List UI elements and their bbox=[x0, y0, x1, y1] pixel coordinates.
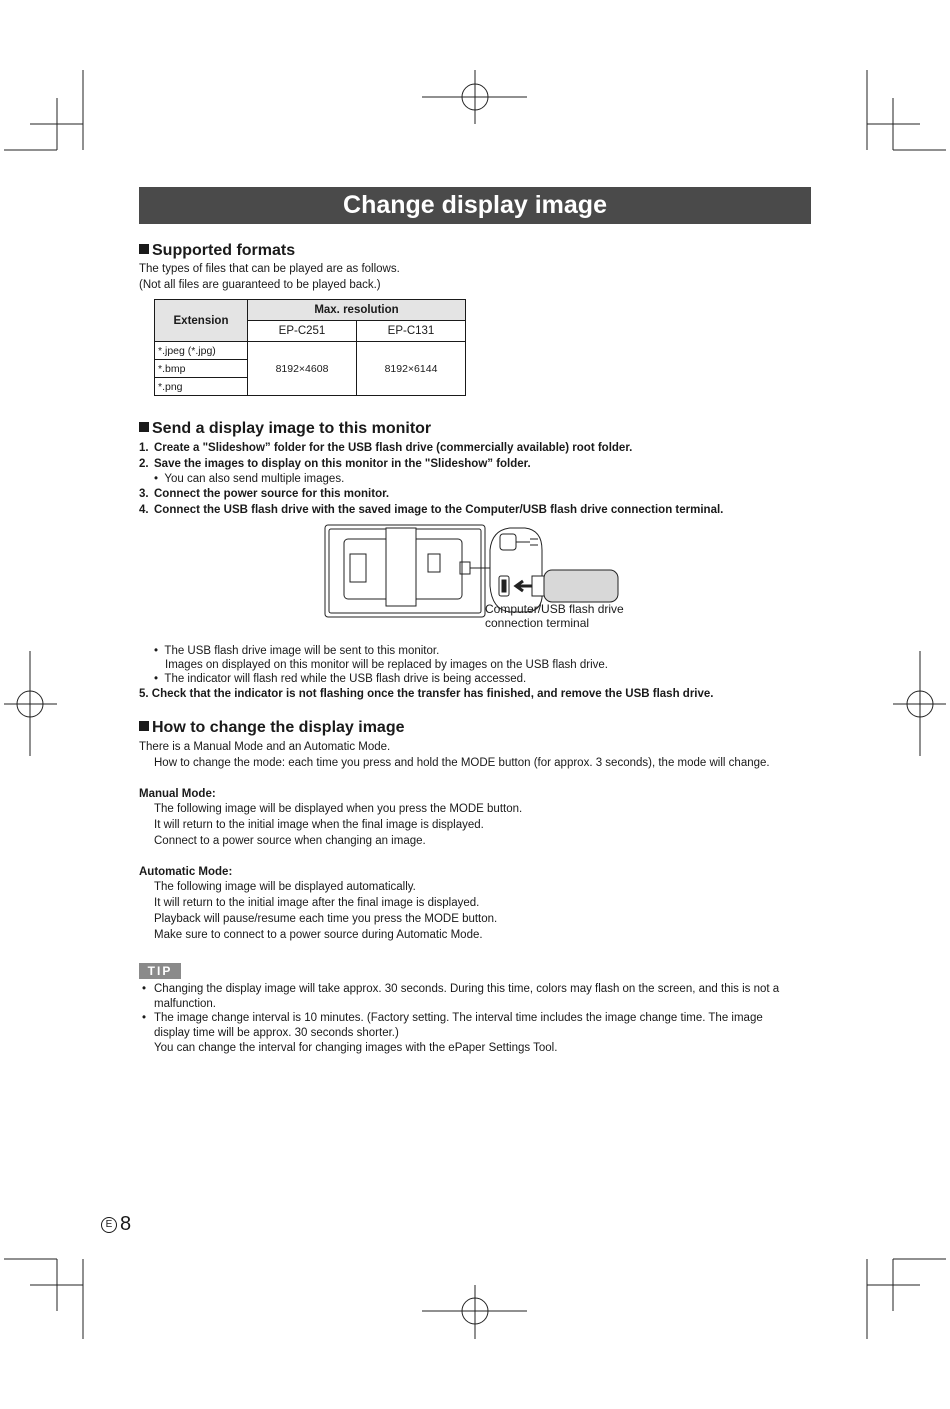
supported-line-1: The types of files that can be played are as follows. bbox=[139, 263, 400, 275]
tip-2a: The image change interval is 10 minutes. (Factory setting. The interval time includes the image change time. The image bbox=[154, 1012, 763, 1024]
tip-badge: TIP bbox=[139, 963, 181, 979]
ext-jpeg: *.jpeg (*.jpg) bbox=[155, 342, 248, 360]
figure-label-line-1: Computer/USB flash drive bbox=[485, 602, 624, 616]
tip-bullet-1: • bbox=[142, 983, 147, 995]
page-number: E 8 bbox=[101, 1213, 131, 1236]
step-2: Save the images to display on this monitor in the "Slideshow” folder. bbox=[154, 458, 531, 470]
auto-mode-title: Automatic Mode: bbox=[139, 866, 233, 878]
step-4-num: 4. bbox=[139, 504, 149, 516]
tip-2c: You can change the interval for changing images with the ePaper Settings Tool. bbox=[154, 1042, 558, 1054]
model-b: EP-C131 bbox=[357, 321, 466, 342]
tip-bullet-2: • bbox=[142, 1012, 147, 1024]
manual-line-2: It will return to the initial image when the final image is displayed. bbox=[154, 819, 484, 831]
step-1: Create a "Slideshow” folder for the USB flash drive (commercially available) root folder. bbox=[154, 442, 633, 454]
note-2: • The indicator will flash red while the USB flash drive is being accessed. bbox=[154, 673, 527, 685]
note-1b: Images on displayed on this monitor will be replaced by images on the USB flash drive. bbox=[165, 659, 608, 671]
step-4: Connect the USB flash drive with the saved image to the Computer/USB flash drive connection terminal. bbox=[154, 504, 724, 516]
supported-line-2: (Not all files are guaranteed to be played back.) bbox=[139, 279, 381, 291]
col-max-resolution: Max. resolution bbox=[248, 300, 466, 321]
step-2-note: • You can also send multiple images. bbox=[154, 473, 345, 485]
ext-bmp: *.bmp bbox=[155, 360, 248, 378]
manual-line-3: Connect to a power source when changing an image. bbox=[154, 835, 426, 847]
square-bullet-icon bbox=[139, 721, 149, 731]
figure-label-line-2: connection terminal bbox=[485, 616, 590, 630]
model-a: EP-C251 bbox=[248, 321, 357, 342]
step-2-num: 2. bbox=[139, 458, 149, 470]
heading-send-image: Send a display image to this monitor bbox=[139, 420, 431, 438]
page-title: Change display image bbox=[139, 187, 811, 224]
step-3-num: 3. bbox=[139, 488, 149, 500]
auto-line-2: It will return to the initial image after the final image is displayed. bbox=[154, 897, 480, 909]
ext-png: *.png bbox=[155, 378, 248, 396]
how-intro-2: How to change the mode: each time you press and hold the MODE button (for approx. 3 seconds), the mode will change. bbox=[154, 757, 770, 769]
tip-2b: display time will be approx. 30 seconds shorter.) bbox=[154, 1027, 399, 1039]
res-model-a: 8192×4608 bbox=[248, 342, 357, 396]
formats-table bbox=[154, 299, 466, 396]
step-1-num: 1. bbox=[139, 442, 149, 454]
heading-how-to-change: How to change the display image bbox=[139, 719, 405, 737]
page-letter: E bbox=[101, 1217, 117, 1233]
tip-1b: malfunction. bbox=[154, 998, 217, 1010]
tip-1a: Changing the display image will take approx. 30 seconds. During this time, colors may flash on the screen, and this is not a bbox=[154, 983, 780, 995]
manual-mode-title: Manual Mode: bbox=[139, 788, 216, 800]
auto-line-4: Make sure to connect to a power source during Automatic Mode. bbox=[154, 929, 483, 941]
step-3: Connect the power source for this monitor. bbox=[154, 488, 390, 500]
heading-supported-formats: Supported formats bbox=[139, 242, 295, 260]
square-bullet-icon bbox=[139, 244, 149, 254]
col-extension: Extension bbox=[155, 300, 248, 342]
auto-line-3: Playback will pause/resume each time you press the MODE button. bbox=[154, 913, 498, 925]
step-5: 5. Check that the indicator is not flashing once the transfer has finished, and remove the USB flash drive. bbox=[139, 688, 714, 700]
auto-line-1: The following image will be displayed automatically. bbox=[154, 881, 416, 893]
manual-line-1: The following image will be displayed when you press the MODE button. bbox=[154, 803, 523, 815]
note-1: • The USB flash drive image will be sent to this monitor. bbox=[154, 645, 440, 657]
res-model-b: 8192×6144 bbox=[357, 342, 466, 396]
how-intro: There is a Manual Mode and an Automatic Mode. bbox=[139, 741, 391, 753]
square-bullet-icon bbox=[139, 422, 149, 432]
